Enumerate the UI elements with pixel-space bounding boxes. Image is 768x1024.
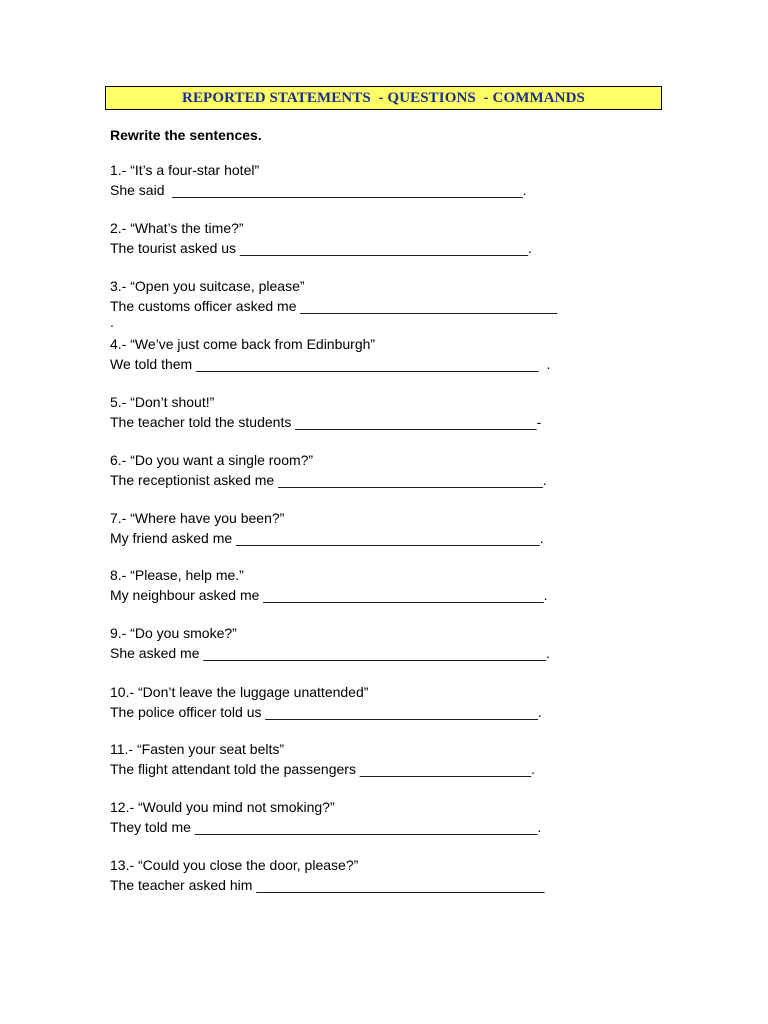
exercise-prompt: 9.- “Do you smoke?” <box>110 625 237 641</box>
exercise-answer-line: The tourist asked us _____________________________________. <box>110 239 532 256</box>
exercise-prompt: 2.- “What’s the time?” <box>110 220 244 236</box>
exercise-answer-line: They told me ____________________________________________. <box>110 818 542 835</box>
title-banner <box>105 86 662 110</box>
exercise-item-11 <box>110 740 535 779</box>
exercise-item-9 <box>110 624 550 663</box>
exercise-prompt: 4.- “We’ve just come back from Edinburgh” <box>110 336 376 352</box>
exercise-item-7 <box>110 509 544 548</box>
exercise-answer-line: My neighbour asked me ____________________________________. <box>110 586 548 603</box>
exercise-answer-line: The police officer told us ___________________________________. <box>110 703 542 720</box>
instruction-heading: Rewrite the sentences. <box>110 127 262 143</box>
exercise-prompt: 10.- “Don’t leave the luggage unattended” <box>110 684 369 700</box>
exercise-answer-line: We told them ____________________________________________ . <box>110 355 551 372</box>
exercise-answer-line: The teacher told the students _______________________________- <box>110 413 542 430</box>
exercise-prompt: 3.- “Open you suitcase, please” <box>110 278 305 294</box>
exercise-answer-line: The customs officer asked me _________________________________ <box>110 297 558 314</box>
exercise-item-10 <box>110 683 542 722</box>
worksheet-title: REPORTED STATEMENTS - QUESTIONS - COMMANDS <box>182 89 585 106</box>
exercise-trailing-period: . <box>110 314 114 330</box>
exercise-item-13 <box>110 856 544 895</box>
exercise-item-8 <box>110 566 548 605</box>
exercise-prompt: 6.- “Do you want a single room?” <box>110 452 314 468</box>
exercise-answer-line: The receptionist asked me __________________________________. <box>110 471 547 488</box>
exercise-item-3 <box>110 277 557 328</box>
exercise-prompt: 13.- “Could you close the door, please?” <box>110 857 359 873</box>
exercise-item-1 <box>110 161 527 200</box>
exercise-answer-line: She said _____________________________________________. <box>110 181 527 198</box>
exercise-item-2 <box>110 219 532 258</box>
exercise-item-12 <box>110 798 541 837</box>
exercise-prompt: 12.- “Would you mind not smoking?” <box>110 799 335 815</box>
exercise-answer-line: The teacher asked him _____________________________________ <box>110 876 545 893</box>
exercise-prompt: 1.- “It’s a four-star hotel” <box>110 162 260 178</box>
exercise-prompt: 8.- “Please, help me.” <box>110 567 244 583</box>
exercise-prompt: 11.- “Fasten your seat belts” <box>110 741 285 757</box>
exercise-answer-line: My friend asked me _______________________________________. <box>110 529 544 546</box>
exercise-item-5 <box>110 393 541 432</box>
exercise-item-6 <box>110 451 547 490</box>
exercise-answer-line: She asked me ____________________________________________. <box>110 644 550 661</box>
exercise-item-4 <box>110 335 550 374</box>
exercise-prompt: 5.- “Don’t shout!” <box>110 394 215 410</box>
exercise-answer-line: The flight attendant told the passengers ______________________. <box>110 760 536 777</box>
exercise-prompt: 7.- “Where have you been?” <box>110 510 285 526</box>
